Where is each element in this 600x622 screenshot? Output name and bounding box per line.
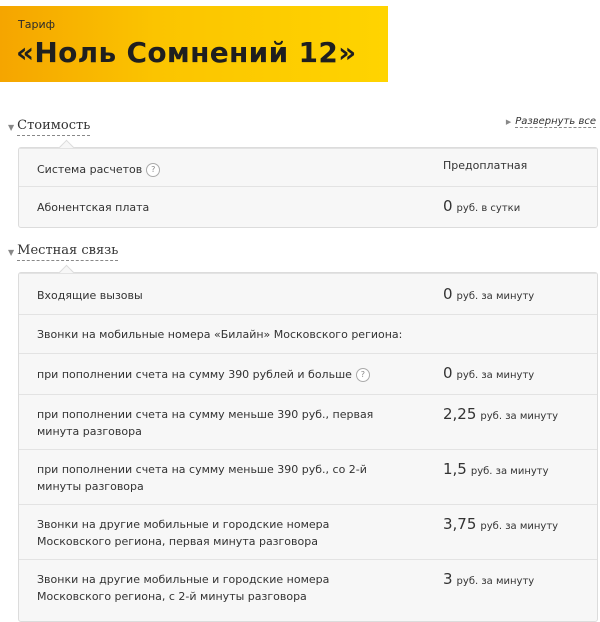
price-unit: руб. за минуту: [480, 521, 559, 532]
row-value: [443, 460, 549, 478]
price-number: 0: [443, 285, 453, 303]
row-name: Система расчетов ?: [37, 161, 397, 178]
table-row: [19, 353, 597, 394]
price-number: 0: [443, 197, 453, 215]
table-row: [19, 449, 597, 504]
price-unit: руб. за минуту: [456, 291, 535, 302]
section-title-local: Местная связь: [17, 243, 118, 261]
price-number: 3: [443, 570, 453, 588]
price-number: 2,25: [443, 405, 477, 423]
table-row: [19, 148, 597, 186]
row-name: при пополнении счета на сумму меньше 390 руб., со 2-й минуты разговора: [37, 463, 367, 493]
price-number: 0: [443, 364, 453, 382]
price-unit: руб. за минуту: [456, 576, 535, 587]
row-name: Звонки на другие мобильные и городские номера Московского региона, с 2-й минуты разговора: [37, 573, 330, 603]
row-name: Звонки на другие мобильные и городские номера Московского региона, первая минута разговора: [37, 518, 330, 548]
section-title-cost: Стоимость: [17, 118, 90, 136]
price-unit: руб. за минуту: [480, 411, 559, 422]
expand-all-label: Развернуть все: [515, 116, 596, 127]
tariff-label: Тариф: [18, 18, 55, 31]
local-panel: [18, 272, 598, 622]
table-row: [19, 186, 597, 226]
price-unit: руб. за минуту: [456, 370, 535, 381]
row-name: Звонки на мобильные номера «Билайн» Московского региона:: [37, 328, 403, 341]
help-icon[interactable]: ?: [356, 368, 370, 382]
collapse-triangle-icon: ▼: [8, 247, 15, 257]
price-unit: руб. в сутки: [456, 203, 521, 214]
row-value: [443, 197, 520, 215]
row-name: Входящие вызовы: [37, 289, 143, 302]
help-icon[interactable]: ?: [146, 163, 160, 177]
row-value: [443, 405, 558, 423]
price-number: 3,75: [443, 515, 477, 533]
collapse-triangle-icon: ▼: [8, 122, 15, 132]
section-header-cost[interactable]: [8, 118, 90, 136]
row-value: [443, 285, 534, 303]
row-name: при пополнении счета на сумму 390 рублей и больше ?: [37, 366, 397, 383]
price-unit: руб. за минуту: [470, 466, 549, 477]
cost-panel: [18, 147, 598, 228]
table-row: [19, 504, 597, 559]
row-value: [443, 515, 558, 533]
price-number: 1,5: [443, 460, 467, 478]
table-row: [19, 314, 597, 353]
tariff-banner: [0, 6, 388, 82]
section-header-local[interactable]: [8, 243, 118, 261]
table-row: [19, 273, 597, 314]
table-row: [19, 394, 597, 449]
row-name: при пополнении счета на сумму меньше 390 руб., первая минута разговора: [37, 408, 374, 438]
tariff-title: «Ноль Сомнений 12»: [16, 36, 357, 69]
row-name: Абонентская плата: [37, 201, 150, 214]
expand-triangle-icon: ▶: [505, 118, 512, 126]
row-value: Предоплатная: [443, 159, 528, 172]
row-value: [443, 570, 534, 588]
row-value: [443, 364, 534, 382]
expand-all-link[interactable]: [506, 116, 596, 128]
table-row: [19, 559, 597, 614]
